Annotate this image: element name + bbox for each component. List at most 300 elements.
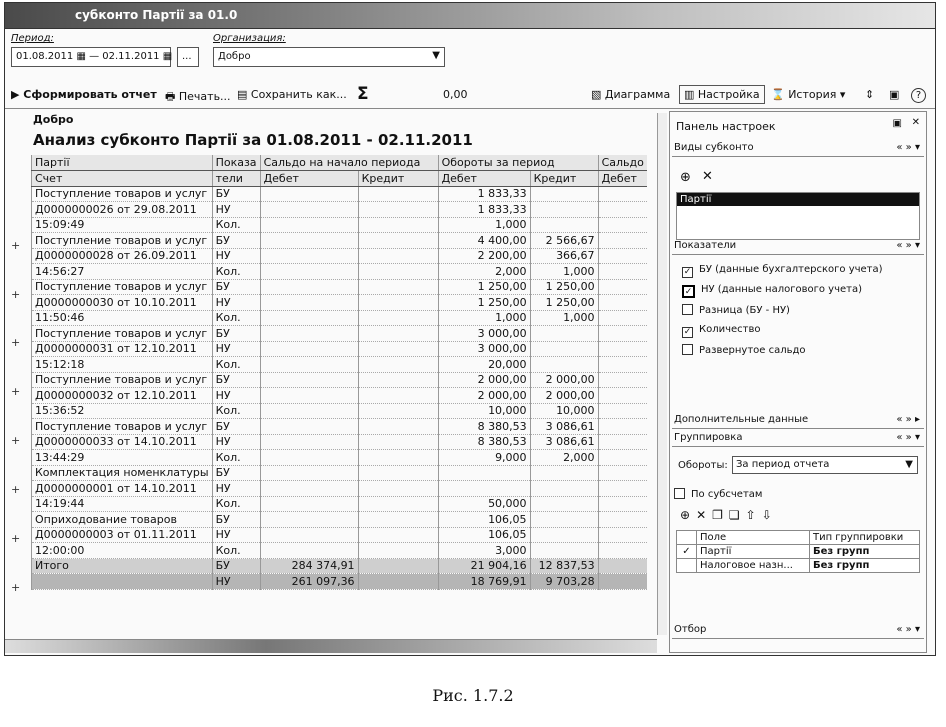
- cell-start-credit: [358, 372, 438, 388]
- expand-row-icon[interactable]: +: [11, 532, 21, 545]
- cell-indicator: Кол.: [212, 357, 260, 373]
- cell-end-debit: [598, 465, 647, 481]
- cell-indicator: Кол.: [212, 543, 260, 559]
- cell-turnover-debit: 8 380,53: [438, 419, 530, 435]
- cell-start-credit: [358, 248, 438, 264]
- table-row[interactable]: [32, 450, 647, 466]
- cell-name: Д0000000028 от 26.09.2011: [32, 248, 213, 264]
- section-grouping[interactable]: Группировка « » ▾: [672, 432, 924, 447]
- cell-start-debit: [260, 527, 358, 543]
- indicator-checkbox[interactable]: [682, 324, 761, 338]
- header-indicators-2[interactable]: тели: [212, 171, 260, 187]
- cell-start-credit: [358, 310, 438, 326]
- cell-indicator: НУ: [212, 295, 260, 311]
- cell-indicator: БУ: [212, 279, 260, 295]
- cell-turnover-credit: 3 086,61: [530, 419, 598, 435]
- generate-report-button[interactable]: ▶ Сформировать отчет: [11, 88, 157, 101]
- cell-end-debit: [598, 186, 647, 202]
- cell-turnover-debit: 1 833,33: [438, 202, 530, 218]
- copy-icon[interactable]: ❐: [712, 508, 729, 522]
- cell-turnover-credit: 2 000,00: [530, 372, 598, 388]
- sort-icon[interactable]: ⇕: [865, 88, 875, 101]
- total-row[interactable]: [32, 574, 647, 590]
- header-debit[interactable]: Дебет: [260, 171, 358, 187]
- cell-start-credit: [358, 434, 438, 450]
- cell-name: 15:09:49: [32, 217, 213, 233]
- cell-name: Д0000000003 от 01.11.2011: [32, 527, 213, 543]
- header-debit[interactable]: Дебет: [598, 171, 647, 187]
- move-up-icon[interactable]: ⇧: [745, 508, 762, 522]
- cell-name: Д0000000030 от 10.10.2011: [32, 295, 213, 311]
- cell-indicator: Кол.: [212, 403, 260, 419]
- cell-start-debit: [260, 450, 358, 466]
- cell-end-debit: [598, 574, 647, 590]
- cell-turnover-credit: 366,67: [530, 248, 598, 264]
- grouping-header-type: Тип группировки: [809, 531, 919, 545]
- grouping-table: [676, 530, 920, 573]
- checkbox-icon[interactable]: [682, 304, 693, 315]
- cell-name: Д0000000026 от 29.08.2011: [32, 202, 213, 218]
- cell-name: [32, 574, 213, 590]
- cell-end-debit: [598, 341, 647, 357]
- turnover-label: Обороты:: [678, 460, 728, 471]
- table-row[interactable]: [32, 512, 647, 528]
- header-subconto[interactable]: Партії: [32, 155, 213, 171]
- cell-turnover-debit: 4 400,00: [438, 233, 530, 249]
- cell-start-debit: [260, 481, 358, 497]
- cell-start-debit: 284 374,91: [260, 558, 358, 574]
- cell-name: Поступление товаров и услуг: [32, 326, 213, 342]
- header-turnover[interactable]: Обороты за период: [438, 155, 598, 171]
- close-icon[interactable]: ✕: [911, 117, 920, 128]
- cell-start-debit: [260, 310, 358, 326]
- cell-start-credit: [358, 295, 438, 311]
- cell-turnover-credit: 10,000: [530, 403, 598, 419]
- list-item[interactable]: Партії: [677, 193, 919, 206]
- expand-row-icon[interactable]: +: [11, 287, 21, 301]
- cell-end-debit: [598, 279, 647, 295]
- cell-name: 14:19:44: [32, 496, 213, 512]
- expand-row-icon[interactable]: +: [11, 434, 21, 448]
- report-organization: Добро: [33, 113, 74, 126]
- cell-turnover-debit: 2 200,00: [438, 248, 530, 264]
- table-row[interactable]: [32, 233, 647, 249]
- cell-turnover-credit: [530, 543, 598, 559]
- cell-turnover-credit: [530, 357, 598, 373]
- chart-button[interactable]: ▧ Диаграмма: [591, 88, 671, 101]
- organization-select[interactable]: [213, 47, 445, 67]
- table-row[interactable]: [32, 543, 647, 559]
- edit-icon[interactable]: ❏: [728, 508, 746, 522]
- cell-indicator: НУ: [212, 248, 260, 264]
- table-row[interactable]: [32, 388, 647, 404]
- row-checkbox[interactable]: ✓: [677, 545, 697, 559]
- play-icon: ▶: [11, 88, 24, 101]
- report-horizontal-scrollbar[interactable]: [5, 639, 657, 653]
- cell-start-credit: [358, 341, 438, 357]
- cell-end-debit: [598, 264, 647, 280]
- cell-turnover-credit: 1 250,00: [530, 279, 598, 295]
- cell-name: Поступление товаров и услуг: [32, 233, 213, 249]
- expand-row-icon[interactable]: +: [11, 385, 21, 399]
- cell-start-credit: [358, 574, 438, 590]
- checkbox-icon[interactable]: ✓: [683, 267, 692, 277]
- cell-turnover-debit: 1 250,00: [438, 279, 530, 295]
- figure-caption: Рис. 1.7.2: [432, 686, 514, 705]
- cell-turnover-debit: 3 000,00: [438, 326, 530, 342]
- cell-end-debit: [598, 248, 647, 264]
- table-row[interactable]: [32, 434, 647, 450]
- cell-start-credit: [358, 558, 438, 574]
- cell-indicator: БУ: [212, 186, 260, 202]
- cell-start-debit: [260, 419, 358, 435]
- table-row[interactable]: [32, 481, 647, 497]
- table-header-row: [32, 171, 647, 187]
- cell-start-debit: [260, 295, 358, 311]
- cell-start-debit: [260, 186, 358, 202]
- cell-turnover-debit: 1,000: [438, 310, 530, 326]
- total-row[interactable]: [32, 558, 647, 574]
- period-field[interactable]: [11, 47, 171, 67]
- cell-start-credit: [358, 233, 438, 249]
- panel-title: Панель настроек: [676, 120, 776, 133]
- cell-start-credit: [358, 388, 438, 404]
- add-icon[interactable]: ⊕: [680, 508, 697, 522]
- table-row[interactable]: Налоговое назн... Без групп: [677, 559, 920, 573]
- cell-turnover-credit: [530, 186, 598, 202]
- history-icon: ⌛: [771, 88, 789, 101]
- cell-turnover-credit: 2 566,67: [530, 233, 598, 249]
- cell-turnover-debit: 10,000: [438, 403, 530, 419]
- cell-name: Поступление товаров и услуг: [32, 419, 213, 435]
- collapse-icon[interactable]: « » ▾: [896, 240, 920, 251]
- turnover-select[interactable]: За период отчета ▼: [732, 456, 918, 474]
- cell-indicator: БУ: [212, 372, 260, 388]
- cell-start-debit: [260, 357, 358, 373]
- cell-turnover-credit: 2,000: [530, 450, 598, 466]
- cell-start-credit: [358, 279, 438, 295]
- cell-start-debit: [260, 388, 358, 404]
- cell-turnover-credit: [530, 512, 598, 528]
- cell-turnover-debit: 2 000,00: [438, 388, 530, 404]
- cell-name: Комплектация номенклатуры: [32, 465, 213, 481]
- cell-name: Оприходование товаров: [32, 512, 213, 528]
- cell-start-debit: [260, 326, 358, 342]
- cell-start-credit: [358, 186, 438, 202]
- cell-start-debit: [260, 403, 358, 419]
- table-row[interactable]: [32, 326, 647, 342]
- table-row[interactable]: [32, 372, 647, 388]
- table-row[interactable]: [32, 264, 647, 280]
- delete-icon[interactable]: ✕: [702, 169, 713, 184]
- row-checkbox[interactable]: [677, 559, 697, 573]
- chart-icon: ▧: [591, 88, 605, 101]
- settings-button[interactable]: ▥ Настройка: [679, 85, 765, 104]
- cell-turnover-credit: [530, 527, 598, 543]
- cell-start-debit: [260, 543, 358, 559]
- table-row[interactable]: [32, 310, 647, 326]
- header-saldo-end[interactable]: Сальдо: [598, 155, 647, 171]
- cell-end-debit: [598, 217, 647, 233]
- cell-end-debit: [598, 403, 647, 419]
- cell-indicator: НУ: [212, 574, 260, 590]
- cell-indicator: БУ: [212, 233, 260, 249]
- expand-row-icon[interactable]: +: [11, 580, 21, 594]
- cell-name: 15:12:18: [32, 357, 213, 373]
- dropdown-arrow-icon[interactable]: ▼: [432, 50, 440, 61]
- settings-icon: ▥: [684, 88, 698, 101]
- cell-turnover-credit: 1,000: [530, 264, 598, 280]
- report-table: [31, 155, 647, 590]
- period-select-button[interactable]: ...: [177, 47, 199, 67]
- checkbox-icon[interactable]: [682, 344, 693, 355]
- cell-turnover-debit: 2,000: [438, 264, 530, 280]
- cell-start-credit: [358, 527, 438, 543]
- cell-turnover-debit: 21 904,16: [438, 558, 530, 574]
- cell-end-debit: [598, 527, 647, 543]
- cell-start-debit: [260, 279, 358, 295]
- cell-start-debit: [260, 512, 358, 528]
- cell-start-debit: [260, 372, 358, 388]
- cell-end-debit: [598, 326, 647, 342]
- cell-indicator: БУ: [212, 419, 260, 435]
- cell-end-debit: [598, 372, 647, 388]
- cell-start-credit: [358, 217, 438, 233]
- cell-turnover-credit: [530, 202, 598, 218]
- indicator-checkbox[interactable]: [682, 264, 883, 278]
- save-settings-icon[interactable]: ▣: [889, 88, 900, 101]
- toolbar: [5, 83, 935, 109]
- cell-end-debit: [598, 512, 647, 528]
- panel-menu-icon[interactable]: ▣: [892, 118, 902, 129]
- by-subaccounts-checkbox[interactable]: По субсчетам: [674, 488, 762, 500]
- table-row[interactable]: [32, 527, 647, 543]
- section-subconto-types[interactable]: Виды субконто « » ▾: [672, 142, 924, 157]
- parameters-area: [5, 29, 935, 79]
- cell-turnover-credit: 2 000,00: [530, 388, 598, 404]
- cell-start-credit: [358, 357, 438, 373]
- cell-end-debit: [598, 450, 647, 466]
- cell-name: 13:44:29: [32, 450, 213, 466]
- report-vertical-scrollbar[interactable]: [657, 113, 667, 635]
- cell-turnover-credit: 9 703,28: [530, 574, 598, 590]
- table-row[interactable]: [32, 295, 647, 311]
- report-window: [4, 2, 936, 656]
- cell-turnover-debit: 9,000: [438, 450, 530, 466]
- checkbox-icon[interactable]: ✓: [682, 285, 695, 298]
- cell-end-debit: [598, 233, 647, 249]
- indicator-label: НУ (данные налогового учета): [701, 284, 862, 295]
- cell-turnover-debit: 2 000,00: [438, 372, 530, 388]
- section-extra-data[interactable]: Дополнительные данные « » ▸: [672, 414, 924, 429]
- cell-start-debit: [260, 434, 358, 450]
- cell-name: Поступление товаров и услуг: [32, 186, 213, 202]
- cell-turnover-debit: 3 000,00: [438, 341, 530, 357]
- table-row[interactable]: [32, 465, 647, 481]
- cell-end-debit: [598, 496, 647, 512]
- cell-indicator: НУ: [212, 202, 260, 218]
- cell-start-credit: [358, 403, 438, 419]
- table-header-row: [32, 155, 647, 171]
- cell-indicator: БУ: [212, 512, 260, 528]
- cell-start-debit: [260, 264, 358, 280]
- cell-turnover-debit: 106,05: [438, 512, 530, 528]
- move-down-icon[interactable]: ⇩: [761, 508, 778, 522]
- indicator-checkbox[interactable]: [682, 304, 790, 316]
- subconto-types-list: [676, 192, 920, 240]
- period-to[interactable]: 02.11.2011: [102, 51, 160, 62]
- indicator-checkbox[interactable]: [682, 284, 862, 298]
- cell-start-debit: [260, 233, 358, 249]
- expand-icon[interactable]: « » ▸: [896, 414, 920, 425]
- cell-start-credit: [358, 326, 438, 342]
- table-row[interactable]: [32, 202, 647, 218]
- header-saldo-start[interactable]: Сальдо на начало периода: [260, 155, 438, 171]
- cell-indicator: БУ: [212, 326, 260, 342]
- cell-end-debit: [598, 543, 647, 559]
- cell-turnover-credit: 1 250,00: [530, 295, 598, 311]
- section-indicators[interactable]: Показатели « » ▾: [672, 240, 924, 255]
- table-row[interactable]: [32, 186, 647, 202]
- cell-indicator: Кол.: [212, 496, 260, 512]
- cell-indicator: Кол.: [212, 310, 260, 326]
- cell-name: Д0000000032 от 12.10.2011: [32, 388, 213, 404]
- cell-indicator: Кол.: [212, 217, 260, 233]
- cell-start-debit: 261 097,36: [260, 574, 358, 590]
- collapse-icon[interactable]: « » ▾: [896, 142, 920, 153]
- cell-start-debit: [260, 465, 358, 481]
- cell-turnover-debit: 1 833,33: [438, 186, 530, 202]
- sum-icon[interactable]: Σ: [357, 84, 369, 104]
- table-row[interactable]: [32, 403, 647, 419]
- cell-name: Поступление товаров и услуг: [32, 279, 213, 295]
- cell-name: 11:50:46: [32, 310, 213, 326]
- calendar-icon[interactable]: ▦: [162, 51, 173, 62]
- table-row[interactable]: [32, 496, 647, 512]
- print-button[interactable]: 🖶 Печать...: [165, 90, 231, 103]
- organization-label: Организация:: [213, 33, 286, 44]
- cell-turnover-debit: 20,000: [438, 357, 530, 373]
- help-button[interactable]: ?: [911, 88, 926, 103]
- table-row[interactable]: [32, 217, 647, 233]
- expand-row-icon[interactable]: +: [11, 483, 21, 497]
- table-row[interactable]: [32, 248, 647, 264]
- delete-icon[interactable]: ✕: [696, 508, 713, 522]
- indicator-checkbox[interactable]: [682, 344, 806, 356]
- report-area: [25, 113, 655, 653]
- table-row[interactable]: [32, 357, 647, 373]
- checkbox-icon[interactable]: ✓: [683, 327, 692, 337]
- collapse-icon[interactable]: « » ▾: [896, 432, 920, 443]
- cell-turnover-credit: 12 837,53: [530, 558, 598, 574]
- cell-name: Д0000000001 от 14.10.2011: [32, 481, 213, 497]
- expand-row-icon[interactable]: +: [11, 238, 21, 252]
- cell-start-credit: [358, 512, 438, 528]
- cell-end-debit: [598, 310, 647, 326]
- cell-turnover-credit: [530, 217, 598, 233]
- calendar-icon[interactable]: ▦: [76, 51, 86, 62]
- cell-turnover-debit: [438, 481, 530, 497]
- cell-turnover-credit: [530, 481, 598, 497]
- cell-name: 15:36:52: [32, 403, 213, 419]
- grouping-toolbar: [680, 508, 778, 522]
- header-debit[interactable]: Дебет: [438, 171, 530, 187]
- cell-indicator: Кол.: [212, 450, 260, 466]
- table-row[interactable]: [32, 341, 647, 357]
- expand-row-icon[interactable]: +: [11, 336, 21, 350]
- cell-end-debit: [598, 357, 647, 373]
- cell-end-debit: [598, 388, 647, 404]
- header-credit[interactable]: Кредит: [530, 171, 598, 187]
- grouping-header-field: Поле: [697, 531, 810, 545]
- cell-name: Поступление товаров и услуг: [32, 372, 213, 388]
- cell-start-credit: [358, 264, 438, 280]
- cell-indicator: НУ: [212, 341, 260, 357]
- add-icon[interactable]: ⊕: [680, 170, 691, 185]
- cell-end-debit: [598, 295, 647, 311]
- cell-start-credit: [358, 419, 438, 435]
- cell-start-debit: [260, 217, 358, 233]
- cell-indicator: НУ: [212, 481, 260, 497]
- cell-start-credit: [358, 450, 438, 466]
- cell-end-debit: [598, 434, 647, 450]
- cell-turnover-debit: 106,05: [438, 527, 530, 543]
- section-filter[interactable]: Отбор « » ▾: [672, 624, 924, 639]
- cell-start-credit: [358, 496, 438, 512]
- cell-turnover-credit: 3 086,61: [530, 434, 598, 450]
- cell-turnover-debit: [438, 465, 530, 481]
- period-separator: —: [89, 51, 100, 62]
- table-row[interactable]: [32, 279, 647, 295]
- cell-turnover-debit: 18 769,91: [438, 574, 530, 590]
- cell-start-credit: [358, 202, 438, 218]
- report-title: Анализ субконто Партії за 01.08.2011 - 02.11.2011: [33, 131, 473, 149]
- save-icon: ▤: [237, 88, 251, 101]
- dropdown-arrow-icon: ▾: [836, 88, 846, 101]
- cell-end-debit: [598, 481, 647, 497]
- cell-start-credit: [358, 465, 438, 481]
- cell-indicator: БУ: [212, 558, 260, 574]
- table-row[interactable]: ✓ Партії Без групп: [677, 545, 920, 559]
- indicator-label: Количество: [699, 324, 761, 335]
- cell-name: Д0000000031 от 12.10.2011: [32, 341, 213, 357]
- settings-panel: [669, 111, 927, 653]
- header-indicators[interactable]: Показа: [212, 155, 260, 171]
- collapse-icon[interactable]: « » ▾: [896, 624, 920, 635]
- header-credit[interactable]: Кредит: [358, 171, 438, 187]
- cell-turnover-debit: 50,000: [438, 496, 530, 512]
- sum-value: 0,00: [443, 88, 468, 101]
- table-row[interactable]: [32, 419, 647, 435]
- cell-start-debit: [260, 341, 358, 357]
- printer-icon: 🖶: [165, 90, 179, 103]
- period-from[interactable]: 01.08.2011: [16, 51, 74, 62]
- cell-name: 14:56:27: [32, 264, 213, 280]
- dropdown-arrow-icon[interactable]: ▼: [905, 459, 913, 470]
- cell-indicator: Кол.: [212, 264, 260, 280]
- cell-indicator: БУ: [212, 465, 260, 481]
- save-as-button[interactable]: ▤ Сохранить как...: [237, 88, 347, 101]
- header-account[interactable]: Счет: [32, 171, 213, 187]
- cell-turnover-debit: 3,000: [438, 543, 530, 559]
- cell-indicator: НУ: [212, 388, 260, 404]
- history-button[interactable]: ⌛ История ▾: [771, 88, 846, 101]
- cell-turnover-credit: [530, 341, 598, 357]
- window-title: субконто Партії за 01.0: [5, 3, 935, 29]
- cell-turnover-credit: 1,000: [530, 310, 598, 326]
- cell-turnover-credit: [530, 496, 598, 512]
- cell-start-debit: [260, 202, 358, 218]
